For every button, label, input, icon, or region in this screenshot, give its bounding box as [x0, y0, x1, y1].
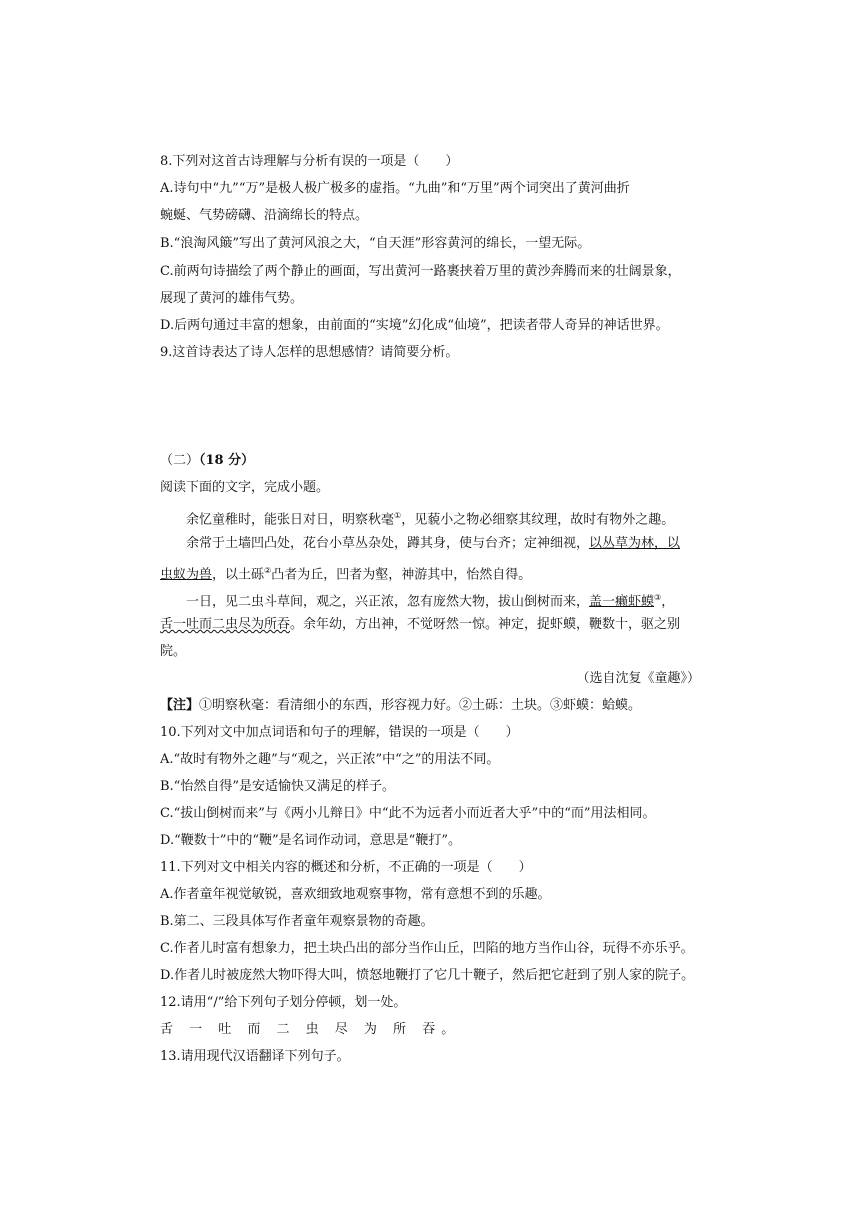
q8-option-a-line2: 蜿蜒、气势磅礴、沿滴绵长的特点。 — [160, 208, 369, 223]
q10-option-c: C.“拔山倒树而来”与《两小儿辩日》中“此不为远者小而近者大乎”中的“而”用法相同。 — [160, 806, 656, 821]
passage-text: 一日，见二虫斗草间，观之，兴正浓，忽有庞然大物，拔山倒树而来， — [186, 594, 590, 610]
passage-text: 余忆童稚时，能张日对日，明察秋毫 — [186, 512, 395, 528]
passage-paragraph-3 — [186, 589, 720, 611]
underlined-sentence: 以丛草为林，以 — [589, 536, 681, 551]
q8-title: 8.下列对这首古诗理解与分析有误的一项是（ ） — [160, 154, 459, 169]
footnote-marker: ① — [394, 511, 402, 520]
q12-sentence: 舌 一 吐 而 二 虫 尽 为 所 吞。 — [160, 1022, 461, 1037]
q8-option-d: D.后两句通过丰富的想象，由前面的“实境”幻化成“仙境”，把读者带人奇异的神话世界。 — [160, 318, 669, 333]
passage-paragraph-2-cont — [160, 562, 720, 584]
section2-heading: （二） — [160, 453, 200, 468]
passage-text: 。余年幼，方出神，不觉呀然一惊。神定，捉虾蟆，鞭数十，驱之别 — [290, 617, 681, 632]
footnote-label: 【注】 — [160, 698, 200, 713]
section2-header — [160, 452, 720, 470]
q8-option-b: B.“浪淘风簸”写出了黄河风浪之大，“自天涯”形容黄河的绵长，一望无际。 — [160, 236, 591, 251]
passage-paragraph-2 — [186, 535, 720, 553]
section2-points: （18 分） — [199, 453, 255, 468]
q8-option-a-line1: A.诗句中“九”“万”是极人极广极多的虚指。“九曲”和“万里”两个词突出了黄河曲折 — [160, 181, 630, 196]
q12-title: 12.请用“/”给下列句子划分停顿，划一处。 — [160, 995, 407, 1010]
passage-text: ，以土砾 — [212, 567, 265, 583]
passage-text: ，见藐小之物必细察其纹理，故时有物外之趣。 — [401, 512, 675, 528]
footnote-marker: ② — [264, 566, 272, 575]
q10-option-a: A.“故时有物外之趣”与“观之，兴正浓”中“之”的用法不同。 — [160, 752, 500, 767]
passage-text: ， — [661, 594, 675, 610]
footnote-text: ①明察秋毫：看清细小的东西，形容视力好。②土砾：土块。③虾蟆：蛤蟆。 — [199, 698, 642, 713]
passage-source: （选自沈复《童趣》） — [576, 671, 700, 686]
footnote-marker: ③ — [654, 593, 662, 602]
passage-paragraph-3-end: 院。 — [160, 644, 187, 659]
q11-option-b: B.第二、三段具体写作者童年观察景物的奇趣。 — [160, 914, 434, 929]
q11-option-d: D.作者儿时被庞然大物吓得大叫，愤怒地鞭打了它几十鞭子，然后把它赶到了别人家的院子。 — [160, 968, 695, 983]
q8-option-c-line1: C.前两句诗描绘了两个静止的画面，写出黄河一路裹挟着万里的黄沙奔腾而来的壮阔景象， — [160, 264, 681, 279]
q8-option-c-line2: 展现了黄河的雄伟气势。 — [160, 291, 304, 306]
underlined-phrase: 盖一癞虾蟆 — [589, 594, 655, 610]
passage-text: 余常于土墙凹凸处，花台小草丛杂处，蹲其身，使与台齐；定神细视， — [186, 536, 590, 551]
section2-instruction: 阅读下面的文字，完成小题。 — [160, 480, 330, 495]
underlined-sentence: 虫蚁为兽 — [160, 567, 213, 583]
q10-option-d: D.“鞭数十”中的“鞭”是名词作动词，意思是“鞭打”。 — [160, 833, 461, 848]
q11-title: 11.下列对文中相关内容的概述和分析，不正确的一项是（ ） — [160, 860, 532, 875]
q11-option-c: C.作者儿时富有想象力，把土块凸出的部分当作山丘，凹陷的地方当作山谷，玩得不亦乐乎。 — [160, 941, 694, 956]
q13-title: 13.请用现代汉语翻译下列句子。 — [160, 1049, 350, 1064]
footnotes — [160, 697, 720, 715]
wavy-underlined-sentence: 舌一吐而二虫尽为所吞 — [160, 617, 291, 632]
q10-option-b: B.“怡然自得”是安适愉快又满足的样子。 — [160, 779, 395, 794]
passage-paragraph-3-cont — [160, 616, 720, 634]
q11-option-a: A.作者童年视觉敏锐，喜欢细致地观察事物，常有意想不到的乐趣。 — [160, 887, 551, 902]
q10-title: 10.下列对文中加点词语和句子的理解，错误的一项是（ ） — [160, 725, 519, 740]
passage-paragraph-1 — [186, 507, 720, 529]
q9-title: 9.这首诗表达了诗人怎样的思想感情？请简要分析。 — [160, 345, 459, 360]
passage-text: 凸者为丘，凹者为壑，神游其中，怡然自得。 — [271, 567, 532, 583]
